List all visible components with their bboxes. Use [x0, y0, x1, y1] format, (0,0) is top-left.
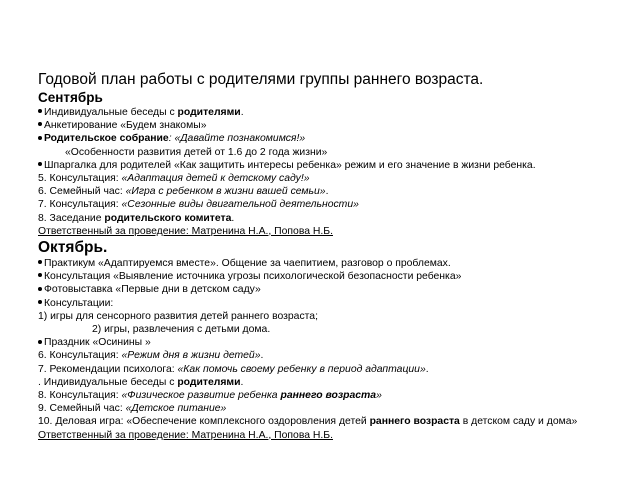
list-item: Праздник «Осинины »	[38, 336, 608, 349]
list-item: 5. Консультация: «Адаптация детей к детскому саду!»	[38, 173, 310, 185]
list-item: Шпаргалка для родителей «Как защитить интересы ребенка» режим и его значение в жизни ребенка.	[38, 159, 608, 172]
list-item: 2) игры, развлечения с детьми дома.	[92, 324, 271, 336]
list-item: Консультация «Выявление источника угрозы психологической безопасности ребенка»	[38, 270, 608, 283]
list-item: 8. Заседание родительского комитета.	[38, 212, 235, 224]
bullet-icon	[38, 109, 42, 113]
bullet-icon	[38, 122, 42, 126]
list-item: 7. Рекомендации психолога: «Как помочь своему ребенку в период адаптации».	[38, 363, 429, 375]
list-item: Фотовыставка «Первые дни в детском саду»	[38, 283, 608, 296]
list-item: 6. Консультация: «Режим дня в жизни детей».	[38, 350, 264, 362]
list-item: 7. Консультация: «Сезонные виды двигательной деятельности»	[38, 199, 359, 211]
bullet-icon	[38, 136, 42, 140]
list-item: Консультации:	[38, 297, 608, 310]
bullet-icon	[38, 300, 42, 304]
list-item: Родительское собрание: «Давайте познакомимся!»	[38, 132, 608, 145]
bullet-icon	[38, 162, 42, 166]
bullet-icon	[38, 287, 42, 291]
october-heading: Октябрь.	[38, 239, 108, 257]
list-item: 1) игры для сенсорного развития детей раннего возраста;	[38, 310, 318, 322]
bullet-icon	[38, 260, 42, 264]
september-heading: Сентябрь	[38, 90, 103, 105]
document-title: Годовой план работы с родителями группы раннего возраста.	[38, 71, 484, 88]
bullet-icon	[38, 273, 42, 277]
list-item: Анкетирование «Будем знакомы»	[38, 119, 608, 132]
list-item: «Особенности развития детей от 1.6 до 2 года жизни»	[65, 146, 328, 158]
bullet-icon	[38, 340, 42, 344]
list-item: Практикум «Адаптируемся вместе». Общение за чаепитием, разговор о проблемах.	[38, 257, 608, 270]
list-item: . Индивидуальные беседы с родителями.	[38, 376, 244, 388]
list-item: Индивидуальные беседы с родителями.	[38, 106, 608, 119]
responsible-line: Ответственный за проведение: Матренина Н.А., Попова Н.Б.	[38, 429, 333, 441]
list-item: 10. Деловая игра: «Обеспечение комплексного оздоровления детей раннего возраста в детском саду и дома»	[38, 416, 578, 428]
list-item: 9. Семейный час: «Детское питание»	[38, 403, 227, 415]
list-item: 6. Семейный час: «Игра с ребенком в жизни вашей семьи».	[38, 186, 329, 198]
plan-document	[38, 71, 608, 442]
responsible-line: Ответственный за проведение: Матренина Н.А., Попова Н.Б.	[38, 225, 333, 237]
list-item: 8. Консультация: «Физическое развитие ребенка раннего возраста»	[38, 390, 382, 402]
